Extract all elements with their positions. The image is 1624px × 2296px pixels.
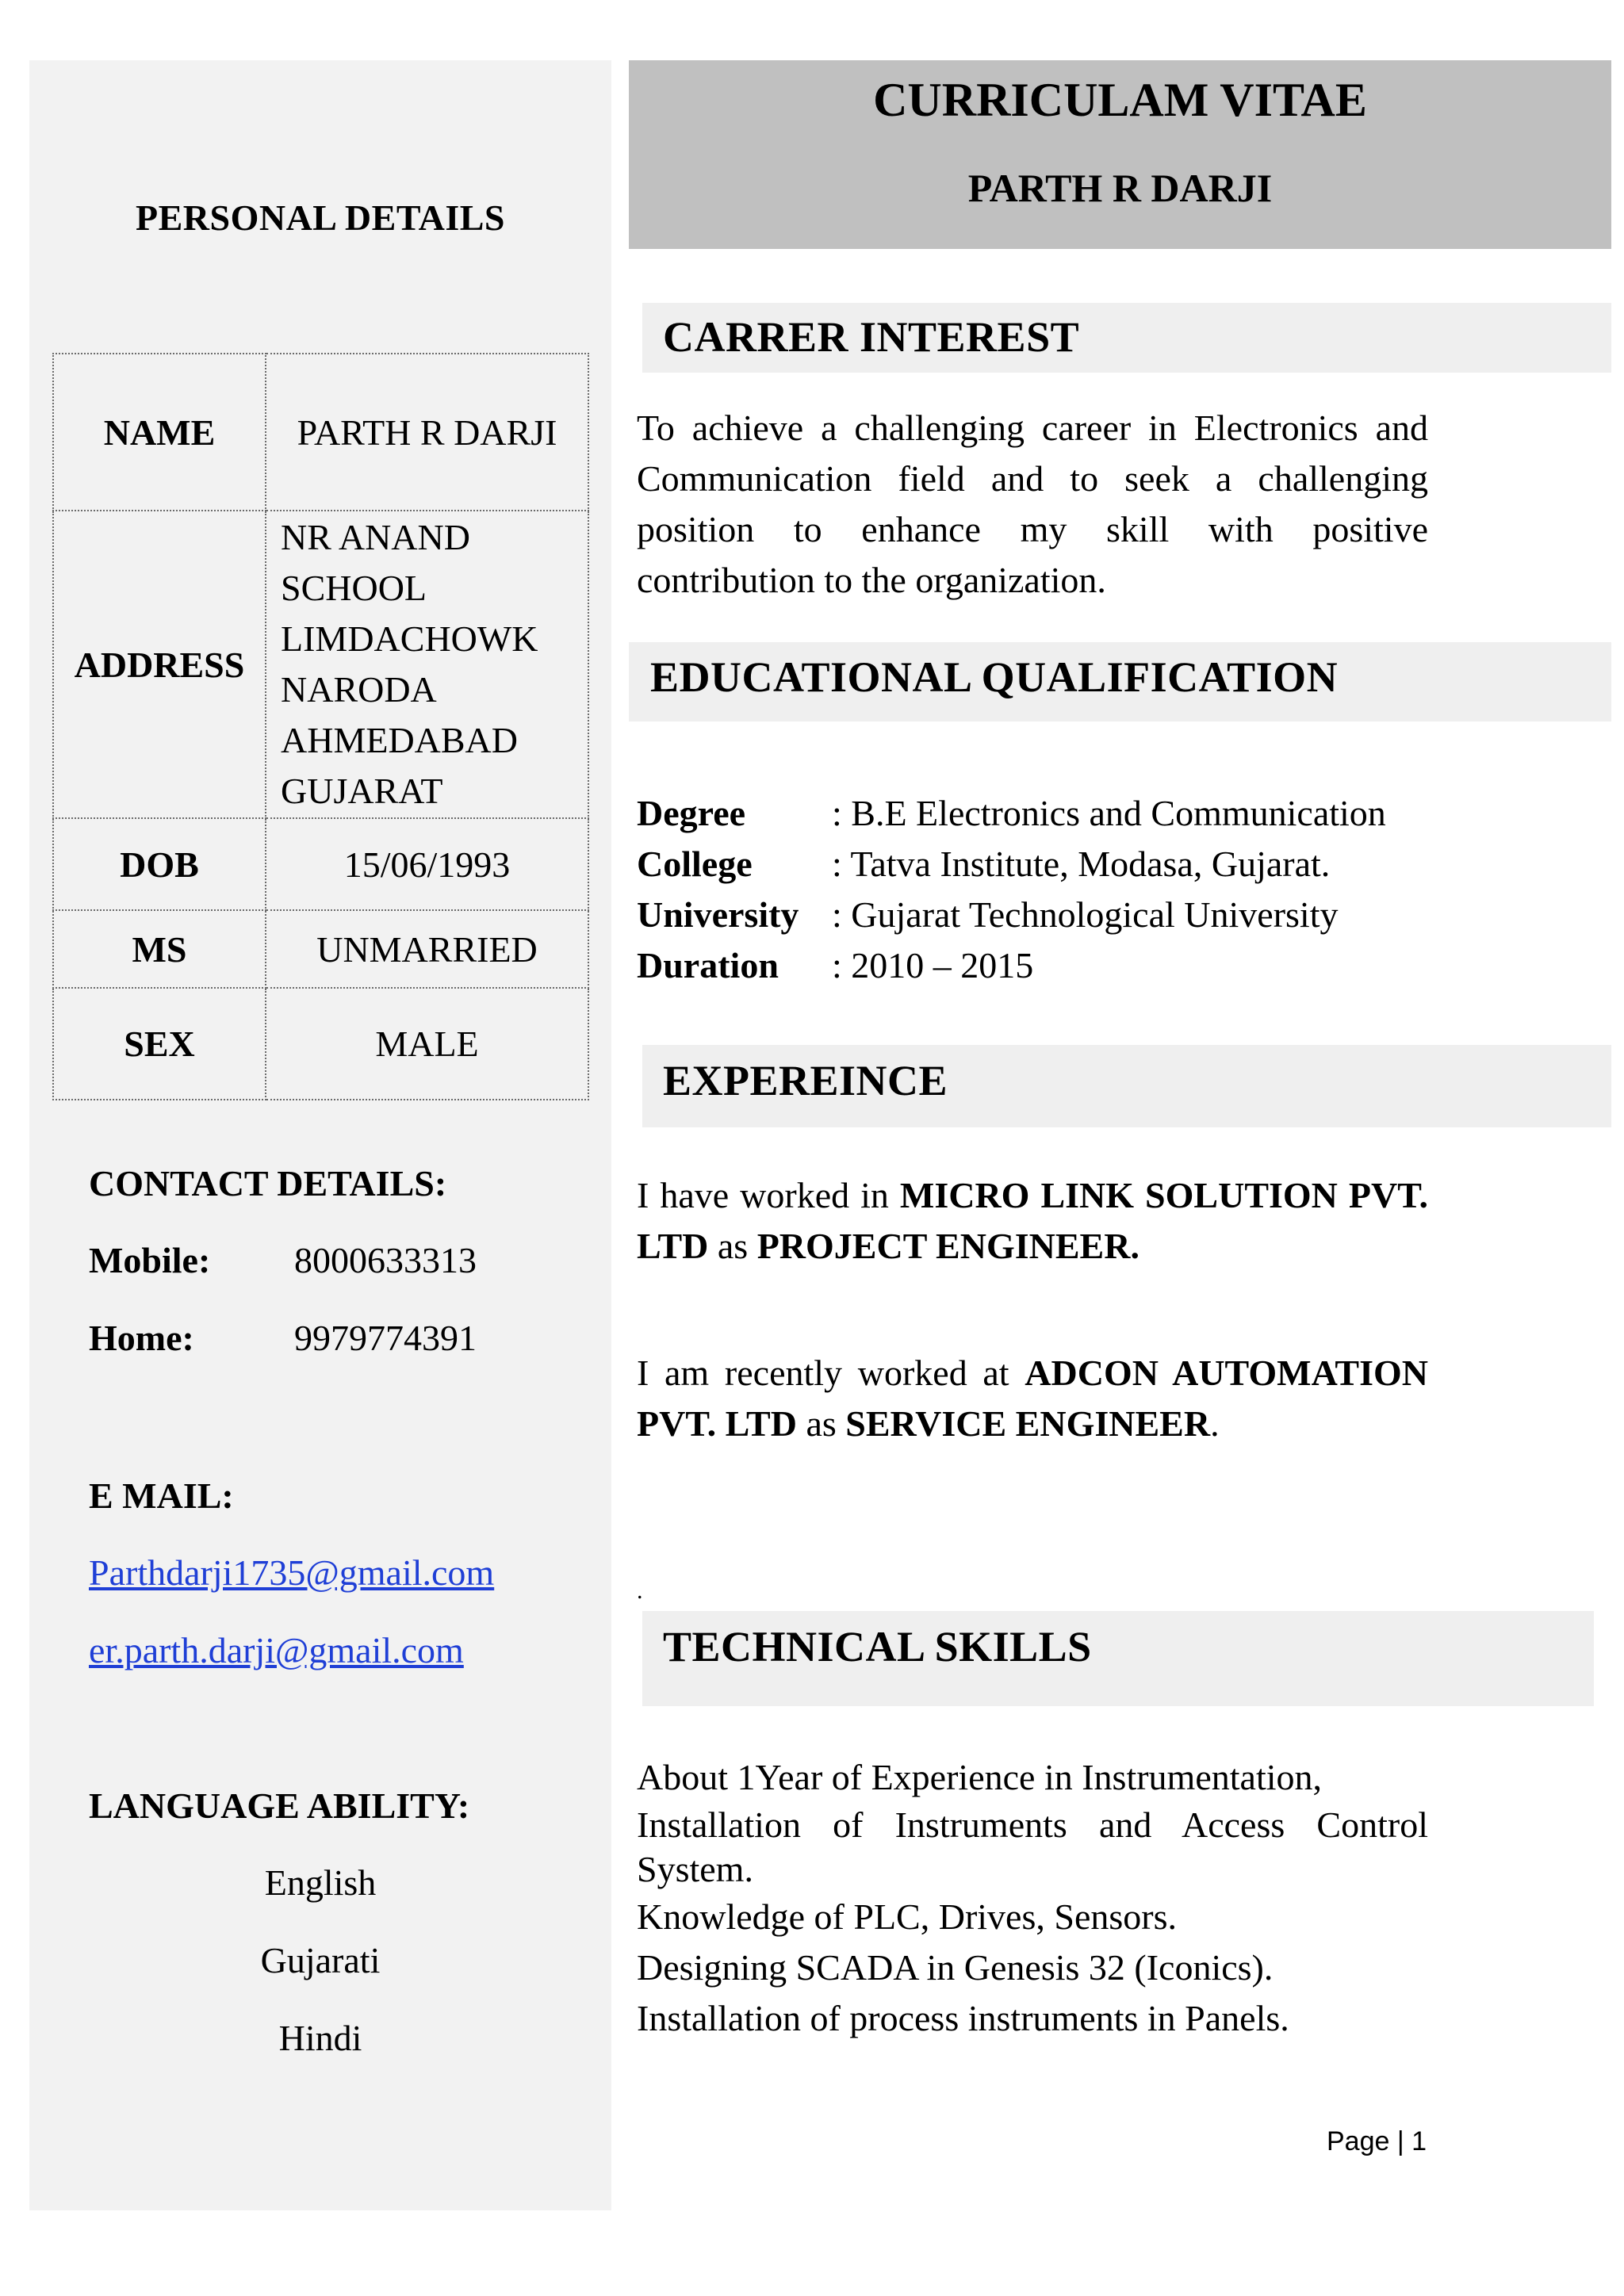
address-label: ADDRESS [53,511,266,818]
education-row-college [637,839,1509,890]
language-item: Gujarati [260,1940,381,1980]
document-title: CURRICULAM VITAE [873,74,1367,126]
experience-1-role: PROJECT ENGINEER. [756,1226,1139,1266]
experience-heading: EXPEREINCE [663,1057,948,1104]
education-row-degree [637,788,1509,839]
candidate-name: PARTH R DARJI [967,166,1273,210]
home-number: 9979774391 [294,1318,477,1358]
address-line: NARODA [281,669,437,710]
personal-details-table [52,353,589,1100]
address-line: GUJARAT [281,771,443,811]
experience-1-mid: as [708,1226,757,1266]
address-line: NR ANAND [281,517,470,557]
college-value: : Tatva Institute, Modasa, Gujarat. [832,844,1331,884]
email-link-primary[interactable]: Parthdarji1735@gmail.com [89,1552,495,1593]
experience-2-mid: as [796,1403,846,1444]
duration-value: : 2010 – 2015 [832,945,1034,985]
personal-details-heading: PERSONAL DETAILS [135,197,505,238]
degree-label: Degree [637,793,746,833]
university-value: : Gujarat Technological University [832,894,1339,935]
college-label: College [637,844,753,884]
language-ability-heading: LANGUAGE ABILITY: [89,1785,470,1826]
skill-item: About 1Year of Experience in Instrumentation, [637,1757,1323,1797]
email-heading: E MAIL: [89,1475,234,1516]
dob-label: DOB [53,818,266,910]
language-item: Hindi [278,2018,362,2058]
experience-1-pre: I have worked in [637,1175,900,1215]
experience-2-post: . [1210,1403,1220,1444]
experience-2-company: ADCON AUTOMATION PVT. LTD [637,1353,1428,1444]
education-row-duration [637,940,1509,991]
sex-value: MALE [266,988,588,1100]
marital-status-value: UNMARRIED [266,910,588,988]
table-row [53,910,588,988]
technical-skills-heading: TECHNICAL SKILLS [663,1623,1092,1670]
address-line: LIMDACHOWK [281,618,538,659]
stray-dot: . [637,1578,643,1604]
sex-label: SEX [53,988,266,1100]
email-link-secondary[interactable]: er.parth.darji@gmail.com [89,1630,464,1670]
address-value [266,511,588,818]
career-interest-text: To achieve a challenging career in Electronics and Communication field and to seek a challenging position to enhance my skill with positive contribution to the organization. [637,408,1428,600]
mobile-label: Mobile: [89,1240,211,1280]
address-line: SCHOOL [281,568,427,608]
university-label: University [637,894,799,935]
table-row [53,818,588,910]
mobile-number: 8000633313 [294,1240,477,1280]
degree-value: : B.E Electronics and Communication [832,793,1386,833]
experience-entry-2 [637,1348,1428,1449]
education-row-university [637,890,1509,940]
education-heading: EDUCATIONAL QUALIFICATION [650,653,1339,701]
experience-2-role: SERVICE ENGINEER [845,1403,1211,1444]
contact-details-heading: CONTACT DETAILS: [89,1163,447,1203]
home-label: Home: [89,1318,194,1358]
language-item: English [264,1862,377,1903]
marital-status-label: MS [53,910,266,988]
table-row [53,988,588,1100]
career-interest-heading: CARRER INTEREST [663,313,1080,361]
experience-2-pre: I am recently worked at [637,1353,1025,1393]
name-value: PARTH R DARJI [266,354,588,511]
table-row [53,511,588,818]
table-row [53,354,588,511]
dob-value: 15/06/1993 [266,818,588,910]
skill-item: Designing SCADA in Genesis 32 (Iconics). [637,1947,1274,1988]
experience-1-company: MICRO LINK SOLUTION PVT. LTD [637,1175,1428,1266]
skill-item: Installation of Instruments and Access Control System. [637,1804,1428,1889]
experience-entry-1 [637,1170,1428,1272]
skill-item: Installation of process instruments in Panels. [637,1998,1289,2038]
address-line: AHMEDABAD [281,720,518,760]
education-details [637,788,1509,991]
duration-label: Duration [637,945,779,985]
name-label: NAME [53,354,266,511]
skill-item: Knowledge of PLC, Drives, Sensors. [637,1896,1177,1937]
page-number: Page | 1 [1327,2126,1427,2156]
